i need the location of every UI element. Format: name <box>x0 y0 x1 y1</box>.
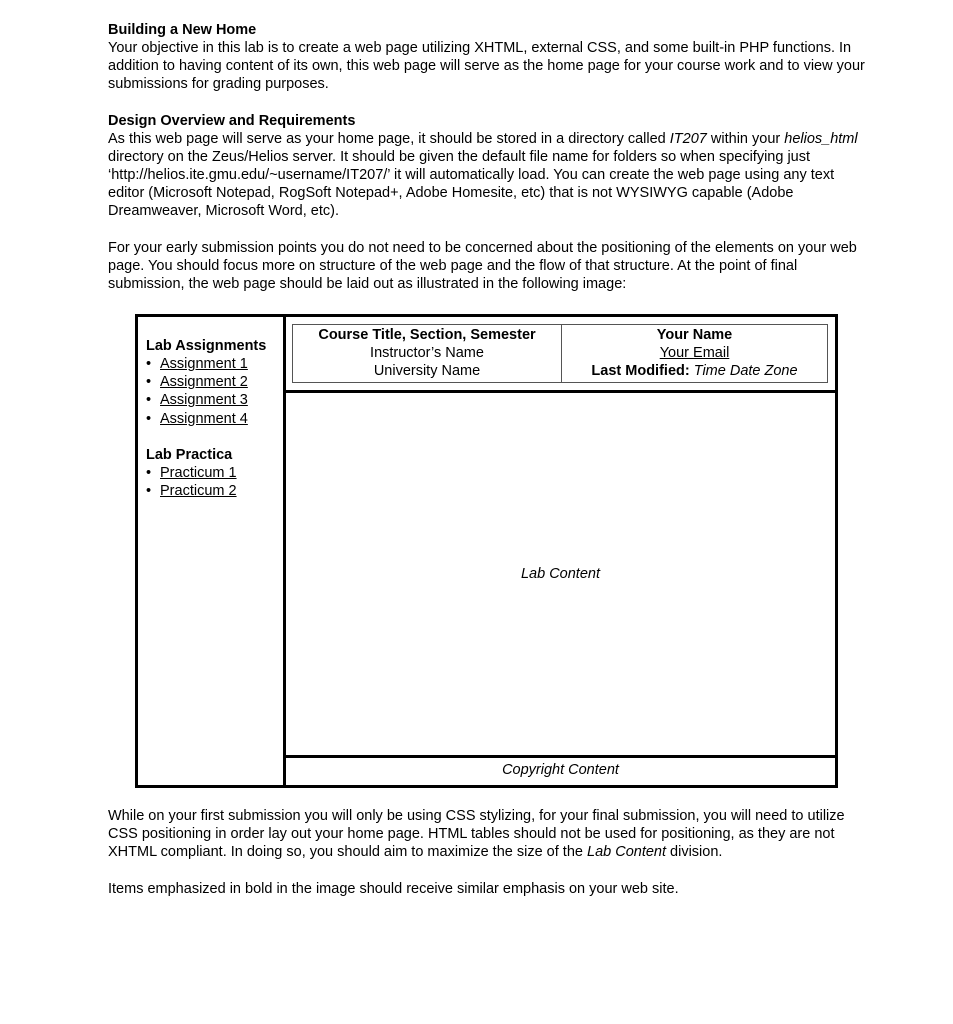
list-item: • Practicum 1 <box>146 464 237 481</box>
practica-list <box>146 464 283 500</box>
lab-content-label: Lab Content <box>520 566 600 582</box>
assignments-list <box>146 355 283 428</box>
instructor-name: Instructor’s Name <box>370 345 484 362</box>
lab-content-emphasis: Lab Content <box>587 844 667 861</box>
copyright-label: Copyright Content <box>502 762 619 778</box>
practicum-2-link[interactable]: Practicum 2 <box>160 483 237 500</box>
section-heading-design: Design Overview and Requirements <box>108 112 356 129</box>
document-body <box>108 21 868 293</box>
objective-paragraph: Your objective in this lab is to create a web page utilizing XHTML, external CSS, and some built-in PHP functions. In addition to having content of its own, this web page will serve as the home page for your course work and to view your submissions for grading purposes. <box>108 40 865 93</box>
lab-assignments-title: Lab Assignments <box>146 338 267 354</box>
assignment-1-link[interactable]: Assignment 1 <box>160 356 248 372</box>
submission-paragraph: For your early submission points you do not need to be concerned about the positioning of the elements on your web page. You should focus more on structure of the web page and the flow of that structure. At the point of final submission, the web page should be laid out as illustrated in the following image: <box>108 239 857 293</box>
diagram-sidebar <box>138 317 286 785</box>
diagram-footer <box>286 758 835 785</box>
last-modified: Last Modified: Time Date Zone <box>591 363 798 380</box>
diagram-content <box>286 393 835 758</box>
list-item: • Assignment 4 <box>146 410 248 427</box>
list-item: • Assignment 3 <box>146 392 248 409</box>
emphasis-paragraph: Items emphasized in bold in the image should receive similar emphasis on your web site. <box>108 880 679 897</box>
list-item: • Assignment 2 <box>146 374 248 391</box>
your-name: Your Name <box>656 327 733 343</box>
layout-diagram <box>135 314 838 788</box>
header-table <box>292 324 828 383</box>
course-info-cell <box>293 325 562 382</box>
university-name: University Name <box>373 363 481 380</box>
directory-paragraph: As this web page will serve as your home page, it should be stored in a directory called IT207 within your helios_html directory on the Zeus/Helios server. It should be given the default file name for folders so when specifying just ‘http://helios.ite.gmu.edu/~username/IT207/’ it will automatically load. You can create the web page using any text editor (Microsoft Notepad, RogSoft Notepad+, Adobe Homesite, etc) that is not WYSIWYG capable (Adobe Dreamweaver, Microsoft Word, etc). <box>108 130 858 220</box>
helios-dir: helios_html <box>784 130 858 147</box>
list-item: • Practicum 2 <box>146 483 237 500</box>
dir-name: IT207 <box>669 130 707 147</box>
assignment-2-link[interactable]: Assignment 2 <box>160 374 248 391</box>
author-info-cell <box>562 325 827 382</box>
diagram-header <box>286 317 835 393</box>
your-email-link[interactable]: Your Email <box>659 345 730 362</box>
assignment-4-link[interactable]: Assignment 4 <box>160 410 248 427</box>
course-title: Course Title, Section, Semester <box>318 327 536 343</box>
practicum-1-link[interactable]: Practicum 1 <box>160 464 237 481</box>
assignment-3-link[interactable]: Assignment 3 <box>160 392 248 409</box>
positioning-paragraph: While on your first submission you will only be using CSS stylizing, for your final submission, you will need to utilize CSS positioning in order lay out your home page. HTML tables should not be used for positioning, as they are not XHTML compliant. In doing so, you should aim to maximize the size of the Lab Content division. <box>108 808 845 861</box>
document-body-continued <box>108 807 868 898</box>
lab-practica-title: Lab Practica <box>146 446 233 463</box>
list-item: • Assignment 1 <box>146 356 248 372</box>
section-heading-building: Building a New Home <box>108 22 257 38</box>
